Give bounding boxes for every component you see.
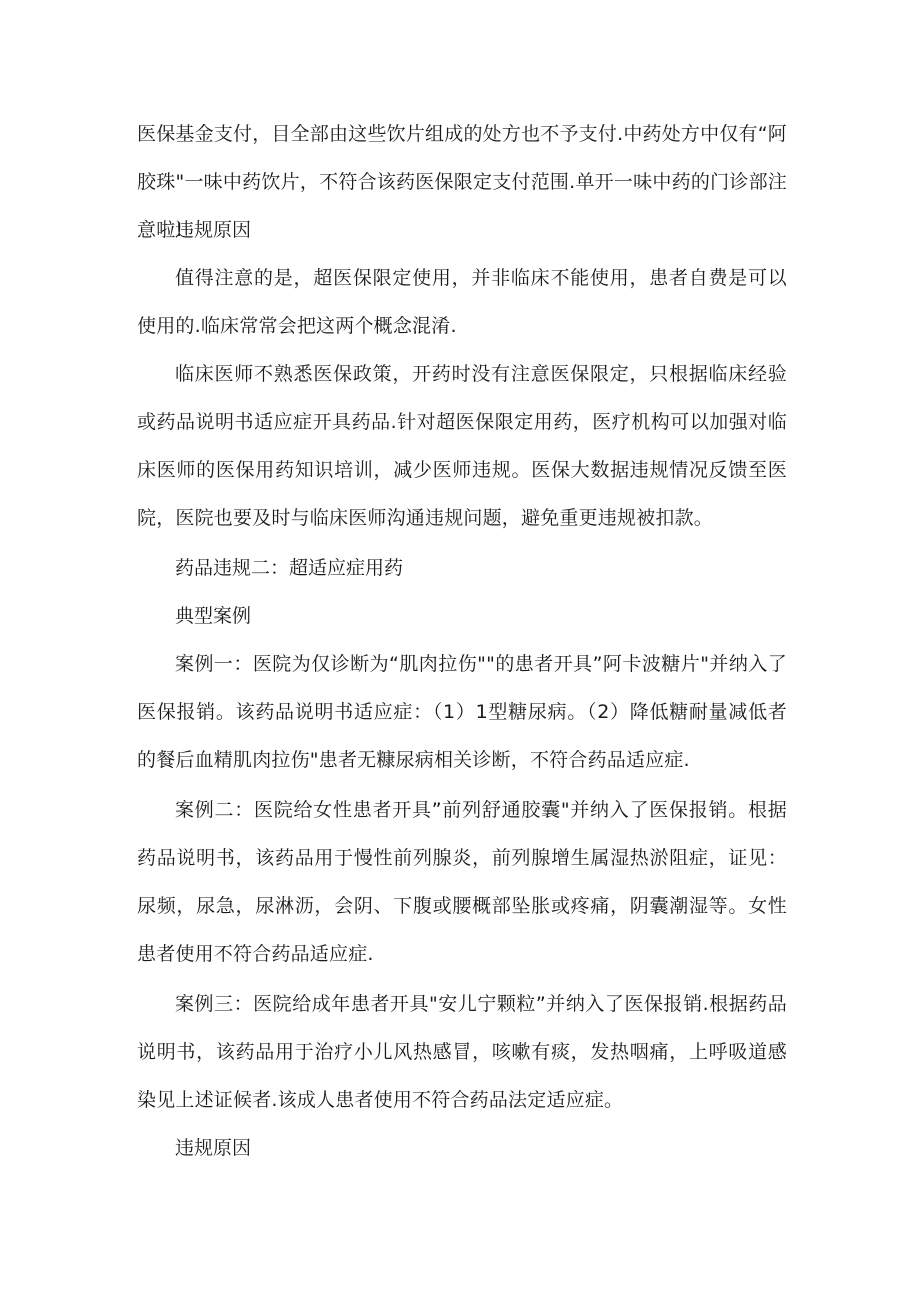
paragraph-case-2: 案例二：医院给女性患者开具”前列舒通胶囊"并纳入了医保报销。根据药品说明书，该药品用于慢性前列腺炎，前列腺增生属湿热淤阻症，证见：尿频，尿急，尿淋沥，会阴、下腹或腰概部坠胀或疼痛，阴囊潮湿等。女性患者使用不符合药品适应症.	[137, 799, 787, 965]
heading-drug-violation-2: 药品违规二：超适应症用药	[175, 557, 404, 579]
paragraph-fund-payment: 医保基金支付，目全部由这些饮片组成的处方也不予支付.中药处方中仅有“阿胶珠"一味中药饮片，不符合该药医保限定支付范围.单开一味中药的门诊部注意啦!	[137, 123, 787, 241]
paragraph-case-1: 案例一：医院为仅诊断为“肌肉拉伤""的患者开具”阿卡波糖片"并纳入了医保报销。该药品说明书适应症：（1）1型糖尿病。（2）降低糖耐量减低者的餐后血精肌肉拉伤"患者无糠尿病相关诊断，不符合药品适应症.	[137, 653, 787, 771]
heading-violation-reason-1: 违规原因	[175, 219, 252, 241]
paragraph-clinician: 临床医师不熟悉医保政策，开药时没有注意医保限定，只根据临床经验或药品说明书适应症开具药品.针对超医保限定用药，医疗机构可以加强对临床医师的医保用药知识培训，减少医师违规。医保大数据违规情况反馈至医院，医院也要及时与临床医师沟通违规问题，避免重更违规被扣款。	[137, 363, 787, 529]
heading-violation-reason-2: 违规原因	[175, 1137, 252, 1159]
heading-typical-cases: 典型案例	[175, 605, 252, 627]
paragraph-case-3: 案例三：医院给成年患者开具"安儿宁颗粒”并纳入了医保报销.根据药品说明书，该药品用于治疗小儿风热感冒，咳嗽有痰，发热咽痛，上呼吸道感染见上述证候者.该成人患者使用不符合药品法定适应症。	[137, 993, 787, 1111]
paragraph-note: 值得注意的是，超医保限定使用，并非临床不能使用，患者自费是可以使用的.临床常常会把这两个概念混淆.	[137, 267, 787, 337]
